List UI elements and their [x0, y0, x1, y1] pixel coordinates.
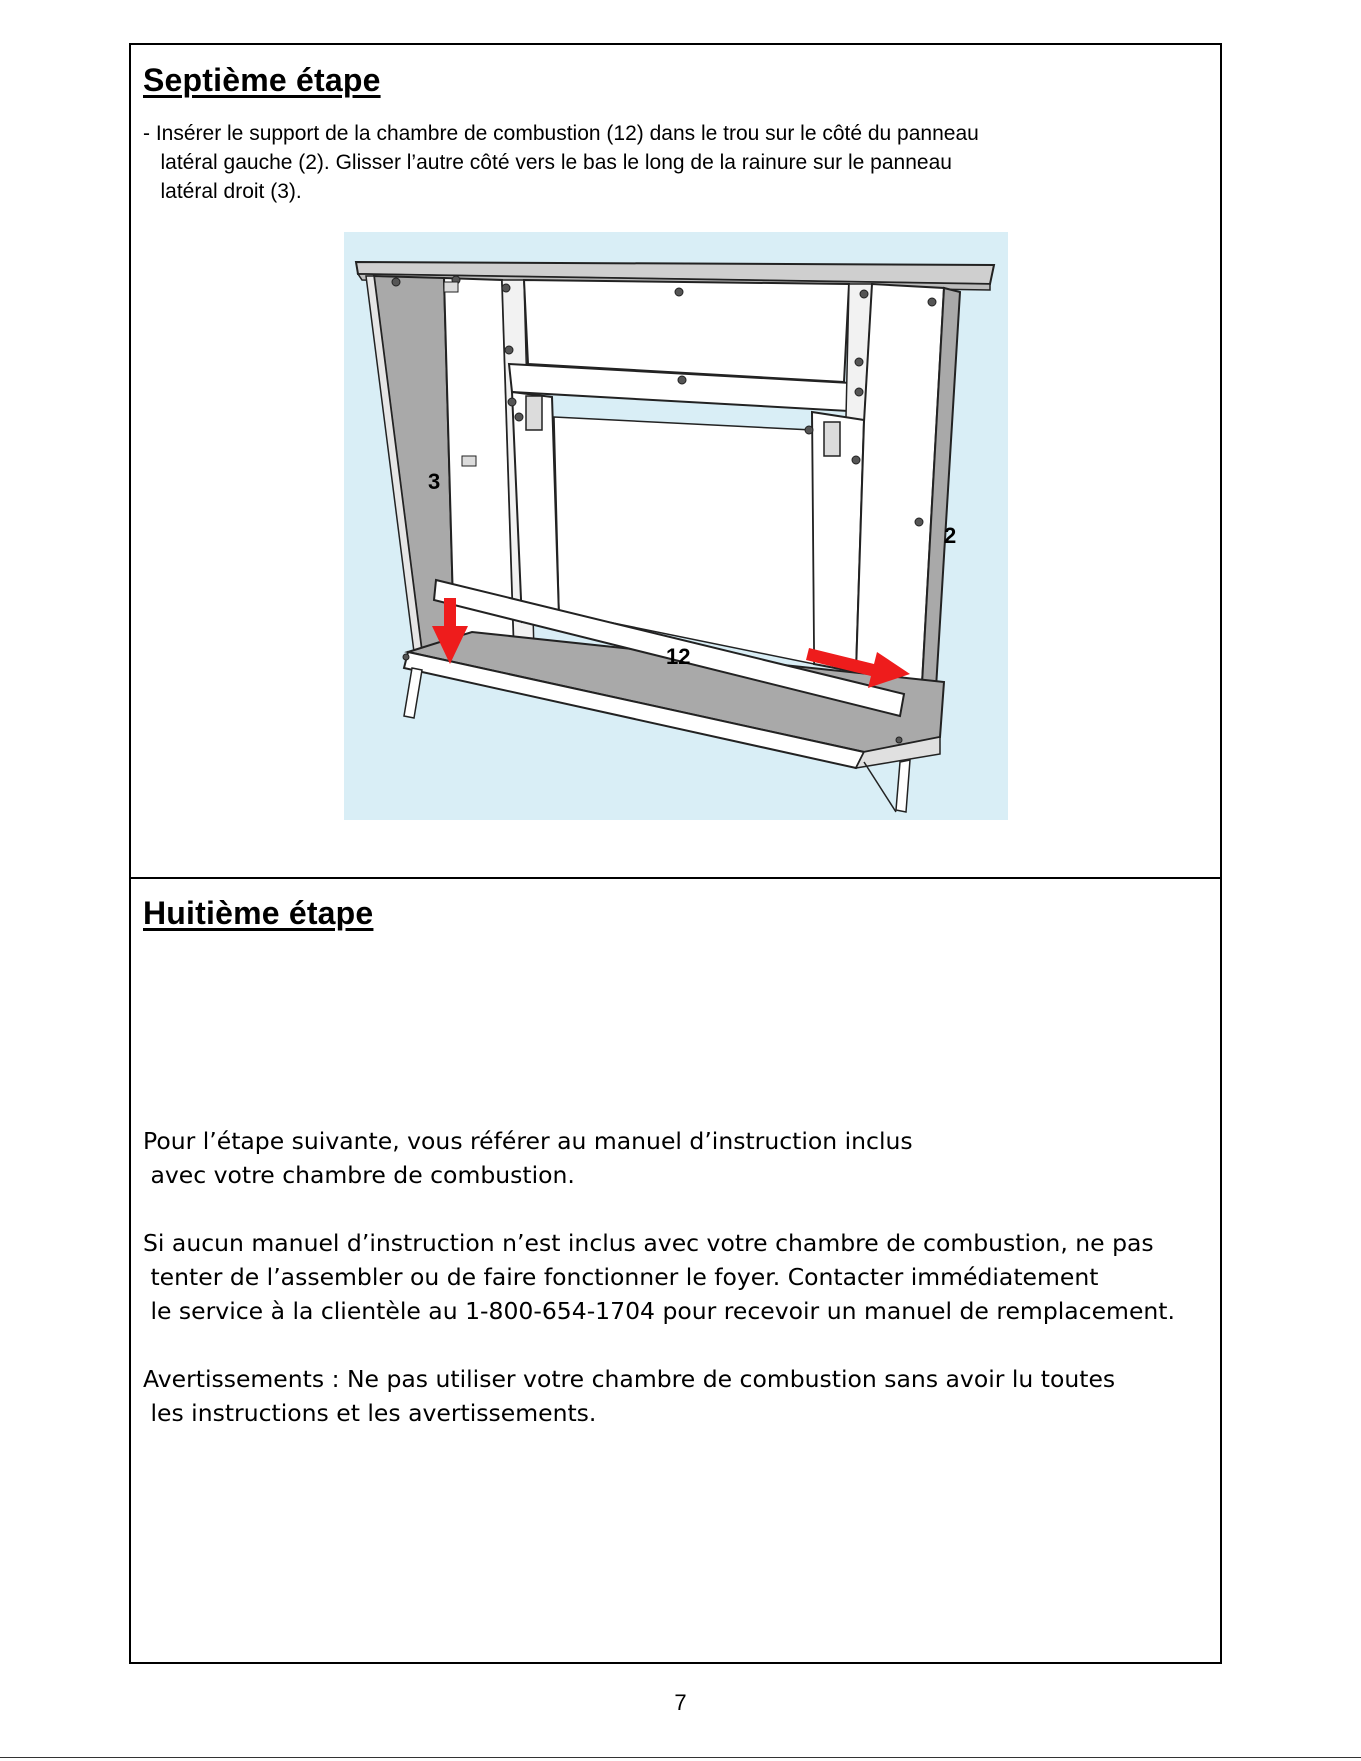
bracket — [526, 396, 542, 430]
part-label-3: 3 — [428, 469, 441, 494]
page-bottom-rule — [0, 1757, 1361, 1758]
step8-paragraph-2 — [143, 1226, 1175, 1328]
instruction-line: latéral gauche (2). Glisser l’autre côté vers le bas le long de la rainure sur le panneau — [143, 151, 952, 174]
paragraph-line: les instructions et les avertissements. — [143, 1399, 597, 1427]
paragraph-line: tenter de l’assembler ou de faire fonctionner le foyer. Contacter immédiatement — [143, 1263, 1099, 1291]
part-label-12: 12 — [666, 644, 691, 669]
step7-instructions — [143, 119, 1173, 206]
paragraph-line: avec votre chambre de combustion. — [143, 1161, 575, 1189]
bracket — [462, 456, 476, 466]
section-divider — [129, 877, 1222, 879]
left-leg — [404, 668, 422, 718]
right-leg — [896, 760, 910, 812]
paragraph-line: le service à la clientèle au 1-800-654-1704 pour recevoir un manuel de remplacement. — [143, 1297, 1175, 1325]
step8-title: Huitième étape — [143, 895, 374, 931]
step8-paragraph-1 — [143, 1124, 913, 1192]
instruction-line: - Insérer le support de la chambre de combustion (12) dans le trou sur le côté du panneau — [143, 122, 979, 145]
instruction-line: latéral droit (3). — [143, 180, 302, 203]
part-label-2: 2 — [944, 523, 957, 548]
page-number: 7 — [674, 1690, 687, 1715]
assembly-illustration — [344, 232, 1008, 820]
paragraph-line: Si aucun manuel d’instruction n’est inclus avec votre chambre de combustion, ne pas — [143, 1229, 1154, 1257]
assembly-drawing — [344, 232, 1008, 820]
bracket — [444, 282, 458, 292]
step7-title: Septième étape — [143, 62, 381, 98]
paragraph-line: Avertissements : Ne pas utiliser votre chambre de combustion sans avoir lu toutes — [143, 1365, 1116, 1393]
paragraph-line: Pour l’étape suivante, vous référer au manuel d’instruction inclus — [143, 1127, 913, 1155]
step8-paragraph-3 — [143, 1362, 1115, 1430]
bracket — [824, 422, 840, 456]
